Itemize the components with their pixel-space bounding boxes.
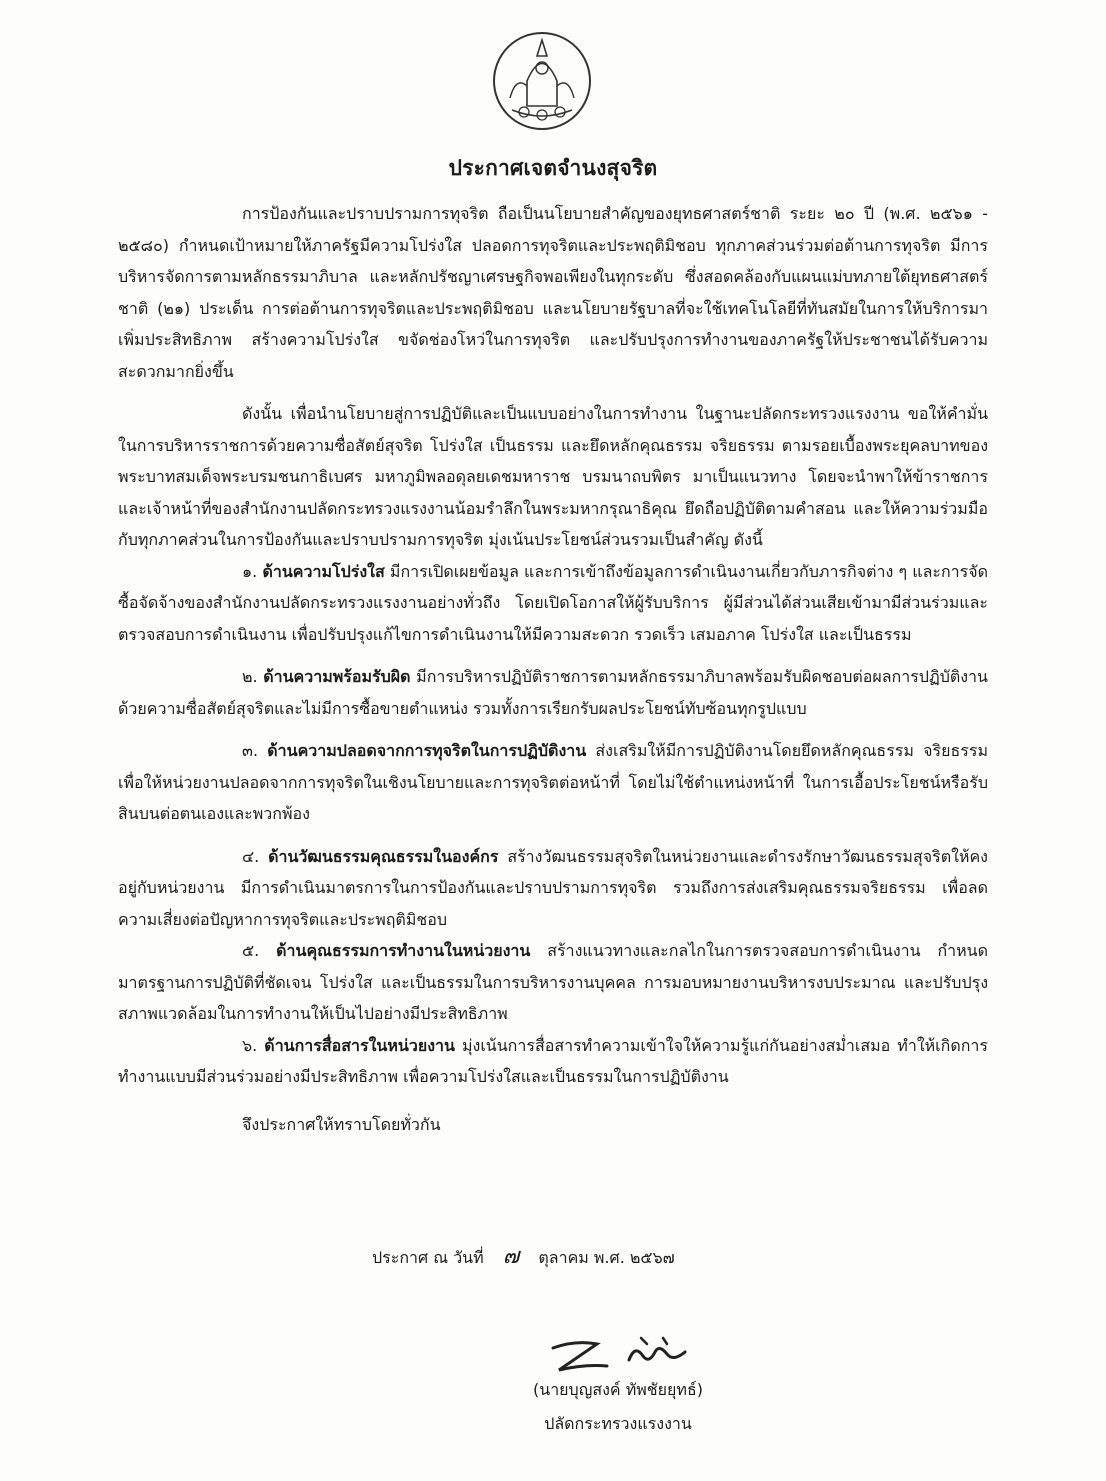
item-number: ๒. <box>242 667 258 686</box>
item-heading: ด้านความปลอดจากการทุจริตในการปฏิบัติงาน <box>267 741 587 760</box>
intro-paragraph: การป้องกันและปราบปรามการทุจริต ถือเป็นนโยบายสำคัญของยุทธศาสตร์ชาติ ระยะ ๒๐ ปี (พ.ศ. ๒๕๖๑ - ๒๕๘๐) กำหนดเป้าหมายให้ภาครัฐมีความโปร่งใส ปลอดการทุจริตและประพฤติมิชอบ ทุกภาคส่วนร่วมต่อต้านการทุจริต มีการบริหารจัดการตามหลักธรรมาภิบาล และหลักปรัชญาเศรษฐกิจพอเพียงในทุกระดับ ซึ่งสอดคล้องกับแผนแม่บทภายใต้ยุทธศาสตร์ชาติ (๒๑) ประเด็น การต่อต้านการทุจริตและประพฤติมิชอบ และนโยบายรัฐบาลที่จะใช้เทคโนโลยีที่ทันสมัยในการให้บริการมาเพิ่มประสิทธิภาพ สร้างความโปร่งใส ขจัดช่องโหว่ในการทุจริต และปรับปรุงการทำงานของภาครัฐให้ประชาชนได้รับความสะดวกมากยิ่งขึ้น <box>118 204 988 381</box>
date-day: ๗ <box>502 1244 520 1269</box>
policy-paragraph: ดังนั้น เพื่อนำนโยบายสู่การปฏิบัติและเป็นแบบอย่างในการทำงาน ในฐานะปลัดกระทรวงแรงงาน ขอให้คำมั่นในการบริหารราชการด้วยความซื่อสัตย์สุจริต โปร่งใส เป็นธรรม และยึดหลักคุณธรรม จริยธรรม ตามรอยเบื้องพระยุคลบาทของพระบาทสมเด็จพระบรมชนกาธิเบศร มหาภูมิพลอดุลยเดชมหาราช บรมนาถบพิตร มาเป็นแนวทาง โดยจะนำพาให้ข้าราชการและเจ้าหน้าที่ของสำนักงานปลัดกระทรวงแรงงานน้อมรำลึกในพระมหากรุณาธิคุณ ยึดถือปฏิบัติตามคำสอน และให้ความร่วมมือกับทุกภาคส่วนในการป้องกันและปราบปรามการทุจริต มุ่งเน้นประโยชน์ส่วนรวมเป็นสำคัญ ดังนี้ <box>118 404 988 549</box>
list-item <box>118 1030 988 1093</box>
closing-line: จึงประกาศให้ทราบโดยทั่วกัน <box>242 1114 441 1134</box>
item-heading: ด้านความโปร่งใส <box>262 561 385 581</box>
item-number: ๑. <box>242 561 258 581</box>
item-number: ๓. <box>242 741 259 760</box>
item-text: สร้างวัฒนธรรมสุจริตในหน่วยงานและดำรงรักษาวัฒนธรรมสุจริตให้คงอยู่กับหน่วยงาน มีการดำเนินมาตรการในการป้องกันและปราบปรามการทุจริต รวมถึงการส่งเสริมคุณธรรมจริยธรรม เพื่อลดความเสี่ยงต่อปัญหาการทุจริตและประพฤติมิชอบ <box>118 846 988 929</box>
date-prefix: ประกาศ ณ วันที่ <box>372 1248 484 1267</box>
item-heading: ด้านคุณธรรมการทำงานในหน่วยงาน <box>276 941 531 960</box>
item-number: ๖. <box>242 1035 258 1055</box>
list-item <box>118 556 988 651</box>
list-item <box>118 935 988 1030</box>
signatory-name: (นายบุญสงค์ ทัพชัยยุทธ์) <box>533 1380 703 1399</box>
date-month-year: ตุลาคม พ.ศ. ๒๕๖๗ <box>538 1248 675 1267</box>
item-text: สร้างแนวทางและกลไกในการตรวจสอบการดำเนินงาน กำหนดมาตรฐานการปฏิบัติที่ชัดเจน โปร่งใส และเป็นธรรมในการบริหารงานบุคคล การมอบหมายงานบริหารงบประมาณ และปรับปรุงสภาพแวดล้อมในการทำงานให้เป็นไปอย่างมีประสิทธิภาพ <box>118 941 989 1023</box>
item-heading: ด้านความพร้อมรับผิด <box>263 667 411 686</box>
list-item <box>118 735 988 830</box>
signatory-position: ปลัดกระทรวงแรงงาน <box>544 1414 692 1433</box>
document-body <box>118 198 988 1140</box>
item-number: ๕. <box>242 941 260 960</box>
item-number: ๔. <box>242 846 260 866</box>
item-text: มุ่งเน้นการสื่อสารทำความเข้าใจให้ความรู้แก่กันอย่างสม่ำเสมอ ทำให้เกิดการทำงานแบบมีส่วนร่วมอย่างมีประสิทธิภาพ เพื่อความโปร่งใสและเป็นธรรมในการปฏิบัติงาน <box>118 1035 988 1086</box>
item-heading: ด้านวัฒนธรรมคุณธรรมในองค์กร <box>268 846 499 866</box>
list-item <box>118 661 988 724</box>
item-text: ส่งเสริมให้มีการปฏิบัติงานโดยยึดหลักคุณธรรม จริยธรรม เพื่อให้หน่วยงานปลอดจากการทุจริตในเชิงนโยบายและการทุจริตต่อหน้าที่ โดยไม่ใช้ตำแหน่งหน้าที่ ในการเอื้อประโยชน์หรือรับสินบนต่อตนเองและพวกพ้อง <box>118 741 988 823</box>
item-text: มีการบริหารปฏิบัติราชการตามหลักธรรมาภิบาลพร้อมรับผิดชอบต่อผลการปฏิบัติงานด้วยความซื่อสัตย์สุจริตและไม่มีการซื้อขายตำแหน่ง รวมทั้งการเรียกรับผลประโยชน์ทับซ้อนทุกรูปแบบ <box>118 667 988 718</box>
list-item <box>118 841 988 936</box>
item-heading: ด้านการสื่อสารในหน่วยงาน <box>264 1035 455 1055</box>
ministry-seal-icon <box>482 26 602 136</box>
document-title: ประกาศเจตจำนงสุจริต <box>448 156 658 180</box>
announcement-date <box>372 1238 675 1273</box>
signature-icon <box>545 1330 695 1380</box>
item-text: มีการเปิดเผยข้อมูล และการเข้าถึงข้อมูลการดำเนินงานเกี่ยวกับภารกิจต่าง ๆ และการจัดซื้อจัดจ้างของสำนักงานปลัดกระทรวงแรงงานอย่างทั่วถึง โดยเปิดโอกาสให้ผู้รับบริการ ผู้มีส่วนได้ส่วนเสียเข้ามามีส่วนร่วมและตรวจสอบการดำเนินงาน เพื่อปรับปรุงแก้ไขการดำเนินงานให้มีความสะดวก รวดเร็ว เสมอภาค โปร่งใส และเป็นธรรม <box>118 561 988 644</box>
